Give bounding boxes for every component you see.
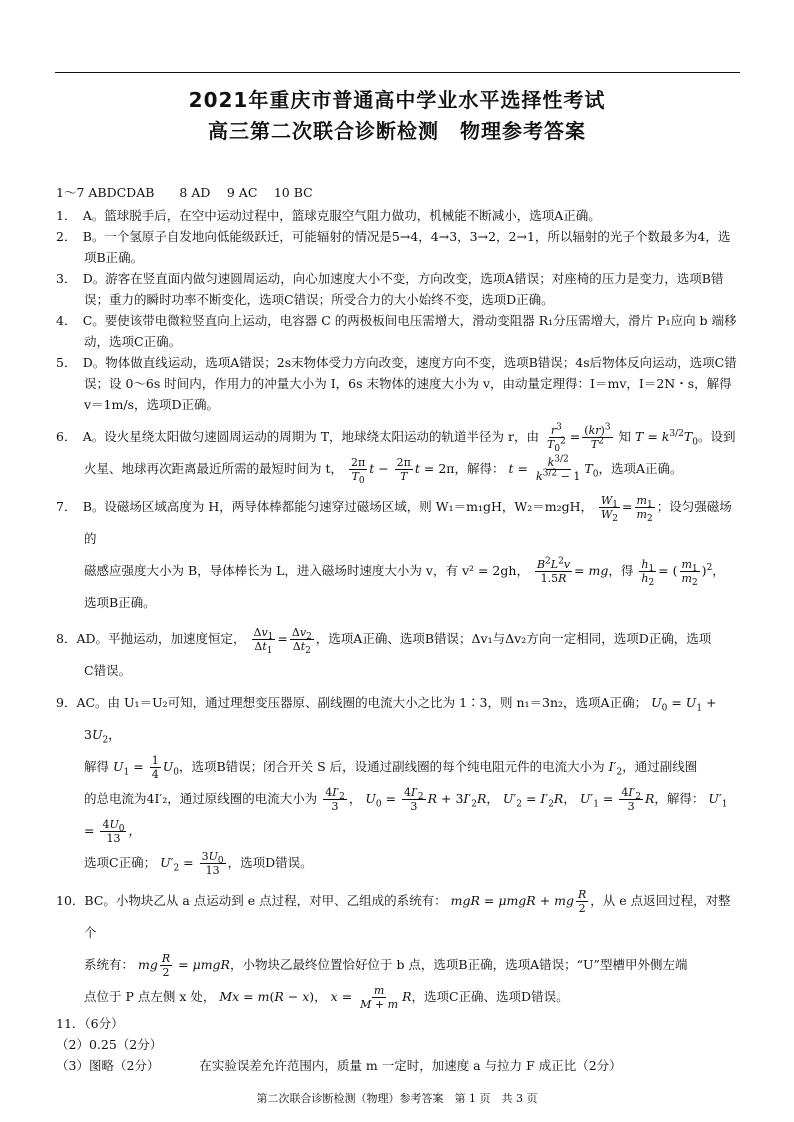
formula-force: $\frac{B^2L^2v}{1.5R}$ (536, 556, 571, 585)
question-7: 7． B。设磁场区域高度为 H，两导体棒都能匀速穿过磁场区域，则 W₁＝m₁gH，W₂＝m₂gH， $\frac{W_1}{W_2}$ = $\frac{m_1}{m_2}$ ；设匀强磁场的 磁感应强度大小为 B，导体棒长为 L，进入磁场时速度大小为 v，有 v² = 2gh， $\frac{B^2L^2v}{1.5R}$ = mg，得 $\frac{h_1}{h_2}$ = ( $\frac{m_1}{m_2}$ )$^2$， 选项B正确。 (56, 494, 732, 610)
page-subtitle: 高三第二次联合诊断检测 物理参考答案 (208, 119, 586, 143)
formula-current: $\frac{4I'_2}{3}$ (325, 786, 345, 813)
formula-period: $T = k^{3/2}T_0$ (635, 428, 698, 448)
question-11-part2: （2）0.25（2分） (56, 1037, 163, 1052)
formula-x: x = $\frac{m}{M + m}$ R (330, 984, 412, 1011)
question-11-part3: （3）图略（2分） 在实验误差允许范围内，质量 m 一定时，加速度 a 与拉力 F 成正比（2分） (56, 1058, 622, 1073)
formula-kepler: $\frac{r^3}{T_0^2}$ (546, 422, 566, 455)
formula-momentum: Mx = m(R − x) (219, 989, 315, 1004)
question-8: 8．AD。平抛运动，加速度恒定， $\frac{\Delta v_1}{\Delta t_1}$ = $\frac{\Delta v_2}{\Delta t_2}$ ，选项A正确、选项B错误；Δv₁与Δv₂方向一定相同，选项D正确，选项 C错误。 (56, 626, 712, 678)
question-5: 5． D。物体做直线运动，选项A错误；2s末物体受力方向改变，速度方向不变，选项B错误；4s后物体反向运动，选项C错误；设 0～6s 时间内，作用力的冲量大小为 I，6s 末物体的速度大小为 v，由动量定理得：I＝mv，I＝2N・s，解得 v＝1m/s，选项D正确。 (56, 355, 737, 412)
formula-energy-1: mgR = μmgR + mg $\frac{R}{2}$ (450, 888, 587, 915)
question-6: 6． A。设火星绕太阳做匀速圆周运动的周期为 T，地球绕太阳运动的轨道半径为 r，由 $\frac{r^3}{T_0^2}$ = $\frac{(kr)^3}{T^2}$ 知 $T = k^{3/2}T_0$。设到 火星、地球再次距离最近所需的最短时间为 t， $\frac{2\pi}{T_0}$ t − $\frac{2\pi}{T}$ t = 2π，解得： t = $\frac{k^{3/2}}{k^{3/2} - 1}$ $T_0$，选项A正确。 (56, 422, 736, 487)
question-10: 10．BC。小物块乙从 a 点运动到 e 点过程，对甲、乙组成的系统有： mgR = μmgR + mg $\frac{R}{2}$ ，从 e 点返回过程，对整个 系统有： mg $\frac{R}{2}$ = μmgR，小物块乙最终位置恰好位于 b 点，选项B正确，选项A错误；“U”型槽甲外侧左端 点位于 P 点左侧 x 处， Mx = m(R − x)， x = $\frac{m}{M + m}$ R，选项C正确、选项D错误。 (56, 888, 731, 1011)
question-2: 2． B。一个氢原子自发地向低能级跃迁，可能辐射的情况是5→4，4→3，3→2，2→1，所以辐射的光子个数最多为4，选项B正确。 (56, 229, 731, 265)
formula-time: $\frac{k^{3/2}}{k^{3/2} - 1}$ (535, 454, 581, 483)
top-rule (55, 72, 740, 73)
formula-u2-prime: $\frac{3U_0}{13}$ (201, 850, 224, 877)
question-4: 4． C。要使该带电微粒竖直向上运动，电容器 C 的两极板间电压需增大，滑动变阻器 R₁分压需增大，滑片 P₁应向 b 端移动，选项C正确。 (56, 313, 737, 349)
formula-height-ratio: $\frac{h_1}{h_2}$ (641, 558, 655, 589)
formula-work-ratio: $\frac{W_1}{W_2}$ (600, 494, 619, 525)
formula-u1: $U_1$ = $\frac{1}{4}$ $U_0$ (113, 754, 179, 781)
question-3: 3． D。游客在竖直面内做匀速圆周运动，向心加速度大小不变，方向改变，选项A错误；对座椅的压力是变力，选项B错误；重力的瞬时功率不断变化，选项C错误；所受合力的大小始终不变，选项D正确。 (56, 271, 724, 307)
answer-body (56, 182, 740, 1076)
question-11-head: 11．（6分） (56, 1016, 124, 1031)
page-title: 2021年重庆市普通高中学业水平选择性考试 (188, 88, 606, 112)
formula-accel: $\frac{\Delta v_1}{\Delta t_1}$ (253, 626, 274, 657)
question-1: 1． A。篮球脱手后，在空中运动过程中，篮球克服空气阻力做功，机械能不断减小，选项A正确。 (56, 208, 601, 223)
formula-energy-2: mg $\frac{R}{2}$ = μmgR (138, 952, 230, 979)
answer-key-line: 1～7 ABDCDAB 8 AD 9 AC 10 BC (56, 185, 313, 200)
formula-u1-prime: $\frac{4U_0}{13}$ (102, 818, 125, 845)
question-9: 9．AC。由 U₁＝U₂可知，通过理想变压器原、副线圈的电流大小之比为 1∶3，则 n₁＝3n₂，选项A正确； $U_0 = U_1 + 3U_2$， 解得 $U_1$ = $\frac{1}{4}$ $U_0$，选项B错误；闭合开关 S 后，设通过副线圈的每个纯电阻元件的电流大小为 $I'_2$，通过副线圈 的总电流为4I′₂，通过原线圈的电流大小为 $\frac{4I'_2}{3}$ ， $U_0$ = $\frac{4I'_2}{3}$ $R + 3I'_2R$， $U'_2 = I'_2R$， $U'_1$ = $\frac{4I'_2}{3}$ R，解得： $U'_1$ = $\frac{4U_0}{13}$ ， 选项C正确； $U'_2$ = $\frac{3U_0}{13}$ ，选项D错误。 (56, 695, 728, 877)
formula-angle: $\frac{2\pi}{T_0}$ (350, 456, 366, 487)
page-footer: 第二次联合诊断检测（物理）参考答案 第 1 页 共 3 页 (256, 1092, 538, 1105)
